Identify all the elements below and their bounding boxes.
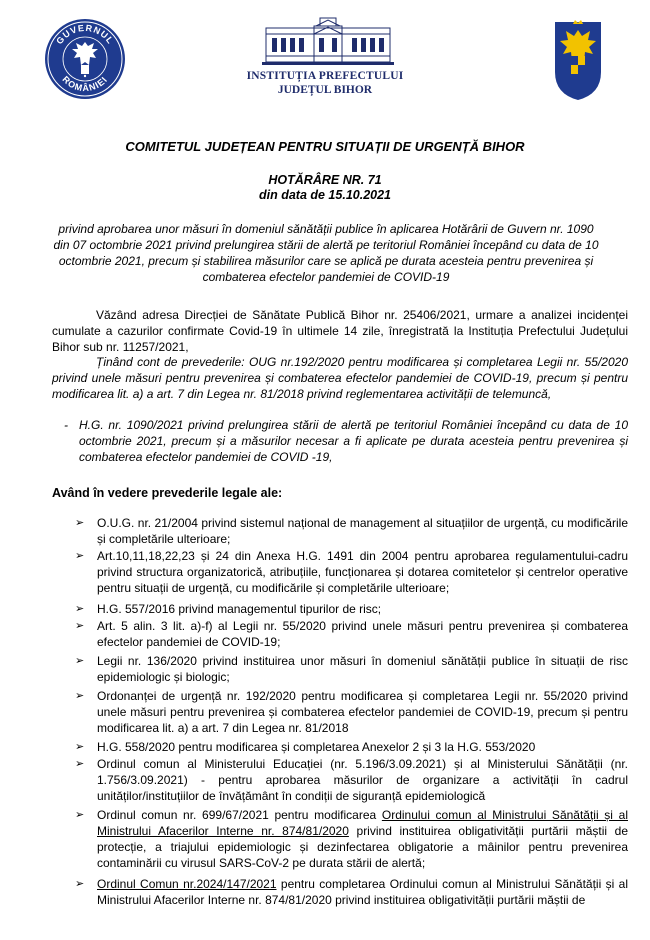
arrow-bullet-icon: ➢ — [75, 550, 85, 562]
preamble-paragraph-2: Ținând cont de prevederile: OUG nr.192/2020 pentru modificarea și completarea Legii nr. 55/2020 privind unele măsuri pentru prevenirea și combaterea efectelor pandemiei de COVID-19, precum și pentru modificarea lit. a) a art. 7 din Legea nr. 81/2018 privind reglementarea activității de telemuncă, — [52, 355, 628, 401]
coat-of-arms-logo — [553, 16, 603, 102]
arrow-bullet-icon: ➢ — [75, 741, 85, 753]
arrow-bullet-icon: ➢ — [75, 878, 85, 890]
county-name: JUDEȚUL BIHOR — [277, 84, 373, 96]
list-item-text: Art.10,11,18,22,23 și 24 din Anexa H.G. 1491 din 2004 pentru aprobarea regulamentului-cadru privind structura organizatorică, atribuțiile, funcționarea și dotarea comitetelor și centrelor operative pentru situații de urgență, cu modificările și completările ulterioare; — [97, 549, 628, 595]
svg-text:ROMÂNIEI: ROMÂNIEI — [60, 74, 110, 94]
arrow-bullet-icon: ➢ — [75, 809, 85, 821]
list-item — [75, 618, 628, 650]
list-item — [75, 515, 628, 547]
decision-date: din data de 15.10.2021 — [258, 188, 391, 202]
arrow-bullet-icon: ➢ — [75, 517, 85, 529]
arrow-bullet-icon: ➢ — [75, 603, 85, 615]
list-item-text: H.G. 558/2020 pentru modificarea și completarea Anexelor 2 și 3 la H.G. 553/2020 — [97, 740, 536, 754]
list-item — [75, 653, 628, 685]
dash-mark: - — [64, 418, 68, 432]
list-item — [75, 548, 628, 596]
list-item-text: Legii nr. 136/2020 privind instituirea unor măsuri în domeniul sănătății publice în situații de risc epidemiologic și biologic; — [97, 654, 628, 684]
dash-item-text: H.G. nr. 1090/2021 privind prelungirea stării de alertă pe teritoriul României începând cu data de 10 octombrie 2021, precum și a măsurilor necesar a fi aplicate pe durata acesteia pentru prevenirea și combaterea efectelor pandemiei de COVID -19, — [79, 418, 628, 464]
institution-name: INSTITUȚIA PREFECTULUI — [246, 70, 404, 82]
list-item-text: Art. 5 alin. 3 lit. a)-f) al Legii nr. 55/2020 privind unele măsuri pentru prevenirea și combaterea efectelor pandemiei de COVID-19; — [97, 619, 628, 649]
list-item-text — [97, 807, 628, 871]
decision-subject: privind aprobarea unor măsuri în domeniul sănătății publice în aplicarea Hotărârii de Guvern nr. 1090 din 07 octombrie 2021 privind prelungirea stării de alertă pe teritoriul României începând cu data de 10 octombrie 2021, precum și stabilirea măsurilor care se aplică pe durata acesteia pentru prevenirea și combaterea efectelor pandemiei de COVID-19 — [53, 222, 599, 284]
list-item — [75, 601, 628, 617]
list-item-text-post: pentru completarea Ordinului comun al Ministrului Sănătății și al Ministrului Afacerilor Interne nr. 874/81/2020 privind instituirea obligativității purtării măștii de — [97, 877, 628, 907]
prefecture-building-icon — [258, 14, 398, 66]
decision-title: HOTĂRÂRE NR. 71 — [268, 173, 382, 187]
list-item — [75, 876, 628, 908]
list-item-text-post: privind instituirea obligativității purtării măștii de protecție, a triajului epidemiologic și dezinfectarea obligatorie a mâinilor pentru prevenirea contaminării cu virusul SARS-CoV-2 pe durata stării de alertă; — [97, 824, 628, 870]
list-item — [75, 739, 628, 755]
preamble-paragraph-1: Văzând adresa Direcției de Sănătate Publică Bihor nr. 25406/2021, urmare a analizei incidenței cumulate a cazurilor confirmate Covid-19 în ultimele 14 zile, înregistrată la Instituția Prefectului Județului Bihor sub nr. 11257/2021, — [52, 308, 628, 354]
list-item-text: Ordonanței de urgență nr. 192/2020 pentru modificarea și completarea Legii nr. 55/2020 privind unele măsuri pentru prevenirea și combaterea efectelor pandemiei de COVID-19, precum și pentru modificarea lit. a) a art. 7 din Legea nr. 81/2018 — [97, 689, 628, 735]
list-item-text: H.G. 557/2016 privind managementul tipurilor de risc; — [97, 602, 382, 616]
list-item-text — [97, 876, 628, 908]
arrow-bullet-icon: ➢ — [75, 620, 85, 632]
ordinance-link[interactable]: Ordinului comun al Ministrului Sănătății și al Ministrului Afacerilor Interne nr. 874/81/2020 — [97, 808, 628, 838]
list-item-text-pre: Ordinul comun nr. 699/67/2021 pentru modificarea — [97, 808, 382, 822]
committee-heading: COMITETUL JUDEȚEAN PENTRU SITUAȚII DE URGENȚĂ BIHOR — [125, 139, 525, 154]
arrow-bullet-icon: ➢ — [75, 655, 85, 667]
list-item-text: O.U.G. nr. 21/2004 privind sistemul național de management al situațiilor de urgență, cu modificările și completările ulterioare; — [97, 516, 628, 546]
legal-basis-heading: Având în vedere prevederile legale ale: — [52, 486, 283, 500]
arrow-bullet-icon: ➢ — [75, 690, 85, 702]
arrow-bullet-icon: ➢ — [75, 758, 85, 770]
preamble-dash-item — [52, 417, 628, 465]
list-item — [75, 807, 628, 871]
ordinance-link[interactable]: Ordinul Comun nr.2024/147/2021 — [97, 877, 277, 891]
government-seal-logo — [44, 18, 126, 100]
list-item — [75, 756, 628, 804]
svg-text:GUVERNUL: GUVERNUL — [54, 22, 116, 47]
list-item-text: Ordinul comun al Ministerului Educației (nr. 5.196/3.09.2021) și al Ministerului Sănătății (nr. 1.756/3.09.2021) - pentru aprobarea măsurilor de organizare a activității în cadrul unităților/instituțiilor de învățământ în condiții de siguranță epidemiologică — [97, 757, 628, 803]
list-item — [75, 688, 628, 736]
